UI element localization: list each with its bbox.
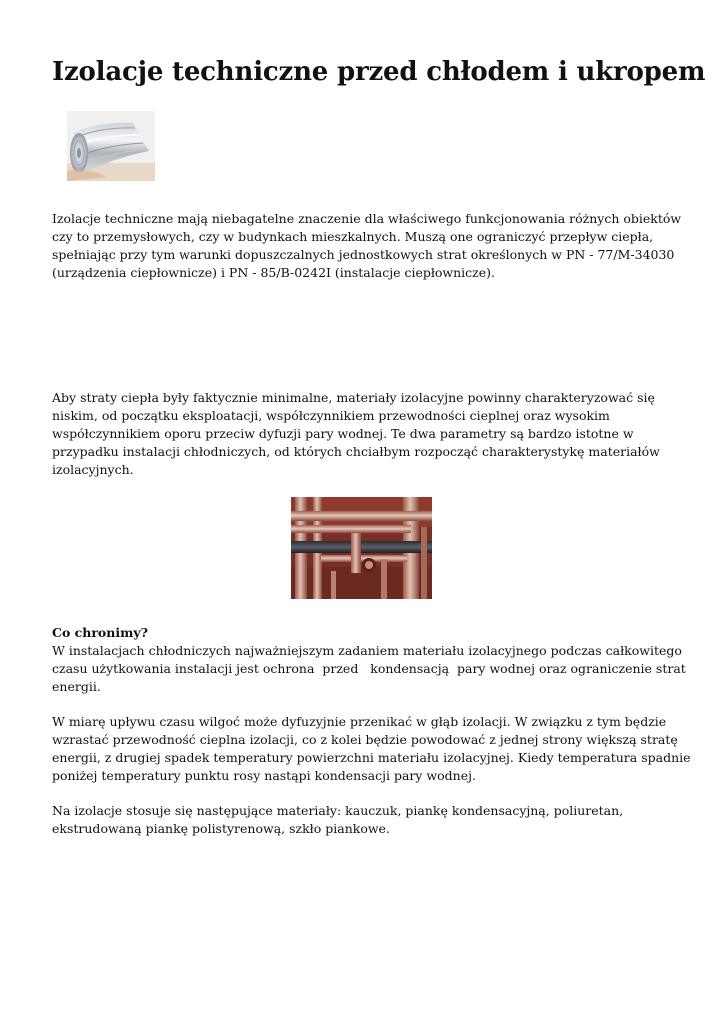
text-line: spełniając przy tym warunki dopuszczalnych jednostkowych strat określonych w PN - 77/M-34030 [52,247,675,262]
text-line: Izolacje techniczne mają niebagatelne znaczenie dla właściwego funkcjonowania różnych obiektów [52,211,682,226]
text-line: W instalacjach chłodniczych najważniejszym zadaniem materiału izolacyjnego podczas całkowitego [52,643,682,658]
protection-paragraph [52,642,686,696]
text-line: Na izolacje stosuje się następujące materiały: kauczuk, piankę kondensacyjną, poliuretan, [52,803,624,818]
text-line: współczynnikiem oporu przeciw dyfuzji pary wodnej. Te dwa parametry są bardzo istotne w [52,426,634,441]
text-line: energii, z drugiej spadek temperatury powierzchni materiału izolacyjnej. Kiedy temperatura spadnie [52,750,691,765]
section-heading: Co chronimy? [52,625,148,640]
moisture-paragraph [52,713,691,785]
text-line: niskim, od początku eksploatacji, współczynnikiem przewodności cieplnej oraz wysokim [52,408,610,423]
intro-paragraph [52,210,682,282]
insulation-roll-image [67,111,155,181]
insulated-pipes-image [291,497,432,599]
text-line: ekstrudowaną piankę polistyrenową, szkło piankowe. [52,821,390,836]
text-line: energii. [52,679,101,694]
text-line: izolacyjnych. [52,462,134,477]
text-line: czy to przemysłowych, czy w budynkach mieszkalnych. Muszą one ograniczyć przepływ ciepła, [52,229,654,244]
page-title: Izolacje techniczne przed chłodem i ukropem [52,57,706,87]
text-line: poniżej temperatury punktu rosy nastąpi kondensacji pary wodnej. [52,768,476,783]
text-line: (urządzenia ciepłownicze) i PN - 85/B-0242I (instalacje ciepłownicze). [52,265,495,280]
materials-paragraph [52,802,674,838]
text-line: Aby straty ciepła były faktycznie minimalne, materiały izolacyjne powinny charakteryzować się [52,390,655,405]
text-line: W miarę upływu czasu wilgoć może dyfuzyjnie przenikać w głąb izolacji. W związku z tym będzie [52,714,667,729]
heat-loss-paragraph [52,389,674,479]
text-line: czasu użytkowania instalacji jest ochrona przed kondensacją pary wodnej oraz ograniczenie strat [52,661,686,676]
text-line: wzrastać przewodność cieplna izolacji, co z kolei będzie powodować z jednej strony większą stratę [52,732,678,747]
text-line: przypadku instalacji chłodniczych, od których chciałbym rozpocząć charakterystykę materiałów [52,444,660,459]
